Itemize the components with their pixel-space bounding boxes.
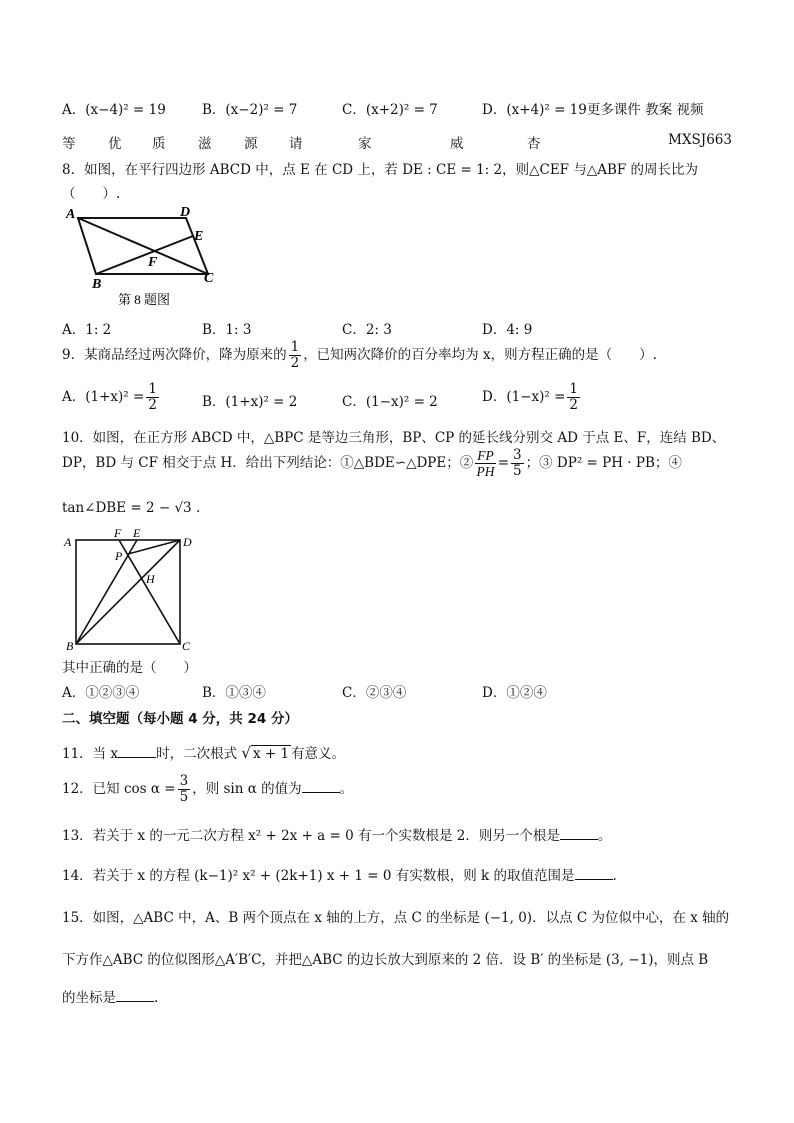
q12: 12．已知 cos α = $\frac{3}{5}$ ，则 sin α 的值为 。 [62,773,354,805]
q8-option-a: A．1: 2 [62,322,112,338]
label-p: P [115,549,123,563]
q15-line2: 下方作△ABC 的位似图形△A′B′C，并把△ABC 的边长放大到原来的 2 倍．设 B′ 的坐标是 (3, −1)，则点 B [62,952,709,968]
q15-line1: 15．如图，△ABC 中，A、B 两个顶点在 x 轴的上方，点 C 的坐标是 (−1, 0)．以点 C 为位似中心，在 x 轴的 [62,910,730,926]
watermark-line: 等 优 质 滋 源 请 家 威 杏 MXSJ663 [62,132,732,152]
section-title: 二、填空题（每小题 4 分，共 24 分） [62,711,298,727]
q8-option-c: C．2: 3 [342,322,392,338]
label-b: B [92,277,102,292]
answer-blank [118,745,156,758]
q10-line1: 10．如图，在正方形 ABCD 中，△BPC 是等边三角形，BP、CP 的延长线分别交 AD 于点 E、F，连结 BD、 [62,430,726,446]
q10-option-d: D．①②④ [482,685,547,701]
q15-line3: 的坐标是 . [62,990,159,1006]
radical-icon: √ [241,744,251,762]
answer-blank [575,867,613,880]
q7-option-c: C．(x+2)² = 7 [342,102,438,118]
q10-option-a: A．①②③④ [62,685,140,701]
q9-option-a: A．(1+x)² = $\frac{1}{2}$ [62,381,157,413]
label-b: B [66,639,74,652]
label-f: F [148,255,158,270]
label-a: A [64,535,72,549]
answer-blank [116,989,154,1002]
label-h: H [146,572,155,586]
q8-caption: 第 8 题图 [118,292,171,307]
watermark-code: MXSJ663 [668,132,732,148]
q10-option-c: C．②③④ [342,685,407,701]
watermark-tail: 更多课件 教案 视频 [586,102,704,118]
label-f: F [114,526,122,540]
q9-option-d: D．(1−x)² = $\frac{1}{2}$ [482,381,578,413]
q8-option-b: B．1: 3 [202,322,252,338]
q9-option-b: B．(1+x)² = 2 [202,394,298,410]
q7-option-a: A．(x−4)² = 19 [62,102,166,118]
answer-blank [560,827,598,840]
q8-stem: 8．如图，在平行四边形 ABCD 中，点 E 在 CD 上，若 DE : CE = 1: 2，则△CEF 与△ABF 的周长比为 [62,162,699,178]
q9-stem: 9．某商品经过两次降价，降为原来的 $\frac{1}{2}$ ，已知两次降价的百分率均为 x，则方程正确的是（ ）. [62,339,657,371]
label-d: D [183,535,192,549]
q14: 14．若关于 x 的方程 (k−1)² x² + (2k+1) x + 1 = 0 有实数根，则 k 的取值范围是 . [62,868,617,884]
segment-be [96,236,193,274]
fraction-one-half: $\frac{1}{2}$ [290,339,300,371]
q9-option-c: C．(1−x)² = 2 [342,394,438,410]
q11: 11．当 x 时，二次根式 √ x + 1 有意义。 [62,744,346,762]
label-a: A [66,207,76,222]
q10-option-b: B．①③④ [202,685,266,701]
answer-blank [302,780,340,793]
q7-option-b: B．(x−2)² = 7 [202,102,298,118]
q7-option-d: D．(x+4)² = 19更多课件 教案 视频 [482,102,704,118]
q10-ask: 其中正确的是（ ） [62,660,197,676]
label-e: E [133,526,141,540]
label-d: D [180,205,191,220]
q10-line2: DP，BD 与 CF 相交于点 H．给出下列结论：①△BDE∽△DPE；② $\frac{FP}{PH}$ = $\frac{3}{5}$ ；③ DP² = PH · PB；④ [62,447,682,479]
label-e: E [194,229,204,244]
q8-paren: （ ）. [62,186,121,202]
label-c: C [182,639,191,652]
q8-figure [62,202,222,312]
label-c: C [204,271,214,286]
q8-option-d: D．4: 9 [482,322,533,338]
q10-line3: tan∠DBE = 2 − √3 . [62,500,201,516]
q10-figure [62,526,202,652]
q13: 13．若关于 x 的一元二次方程 x² + 2x + a = 0 有一个实数根是 2．则另一个根是 。 [62,828,612,844]
